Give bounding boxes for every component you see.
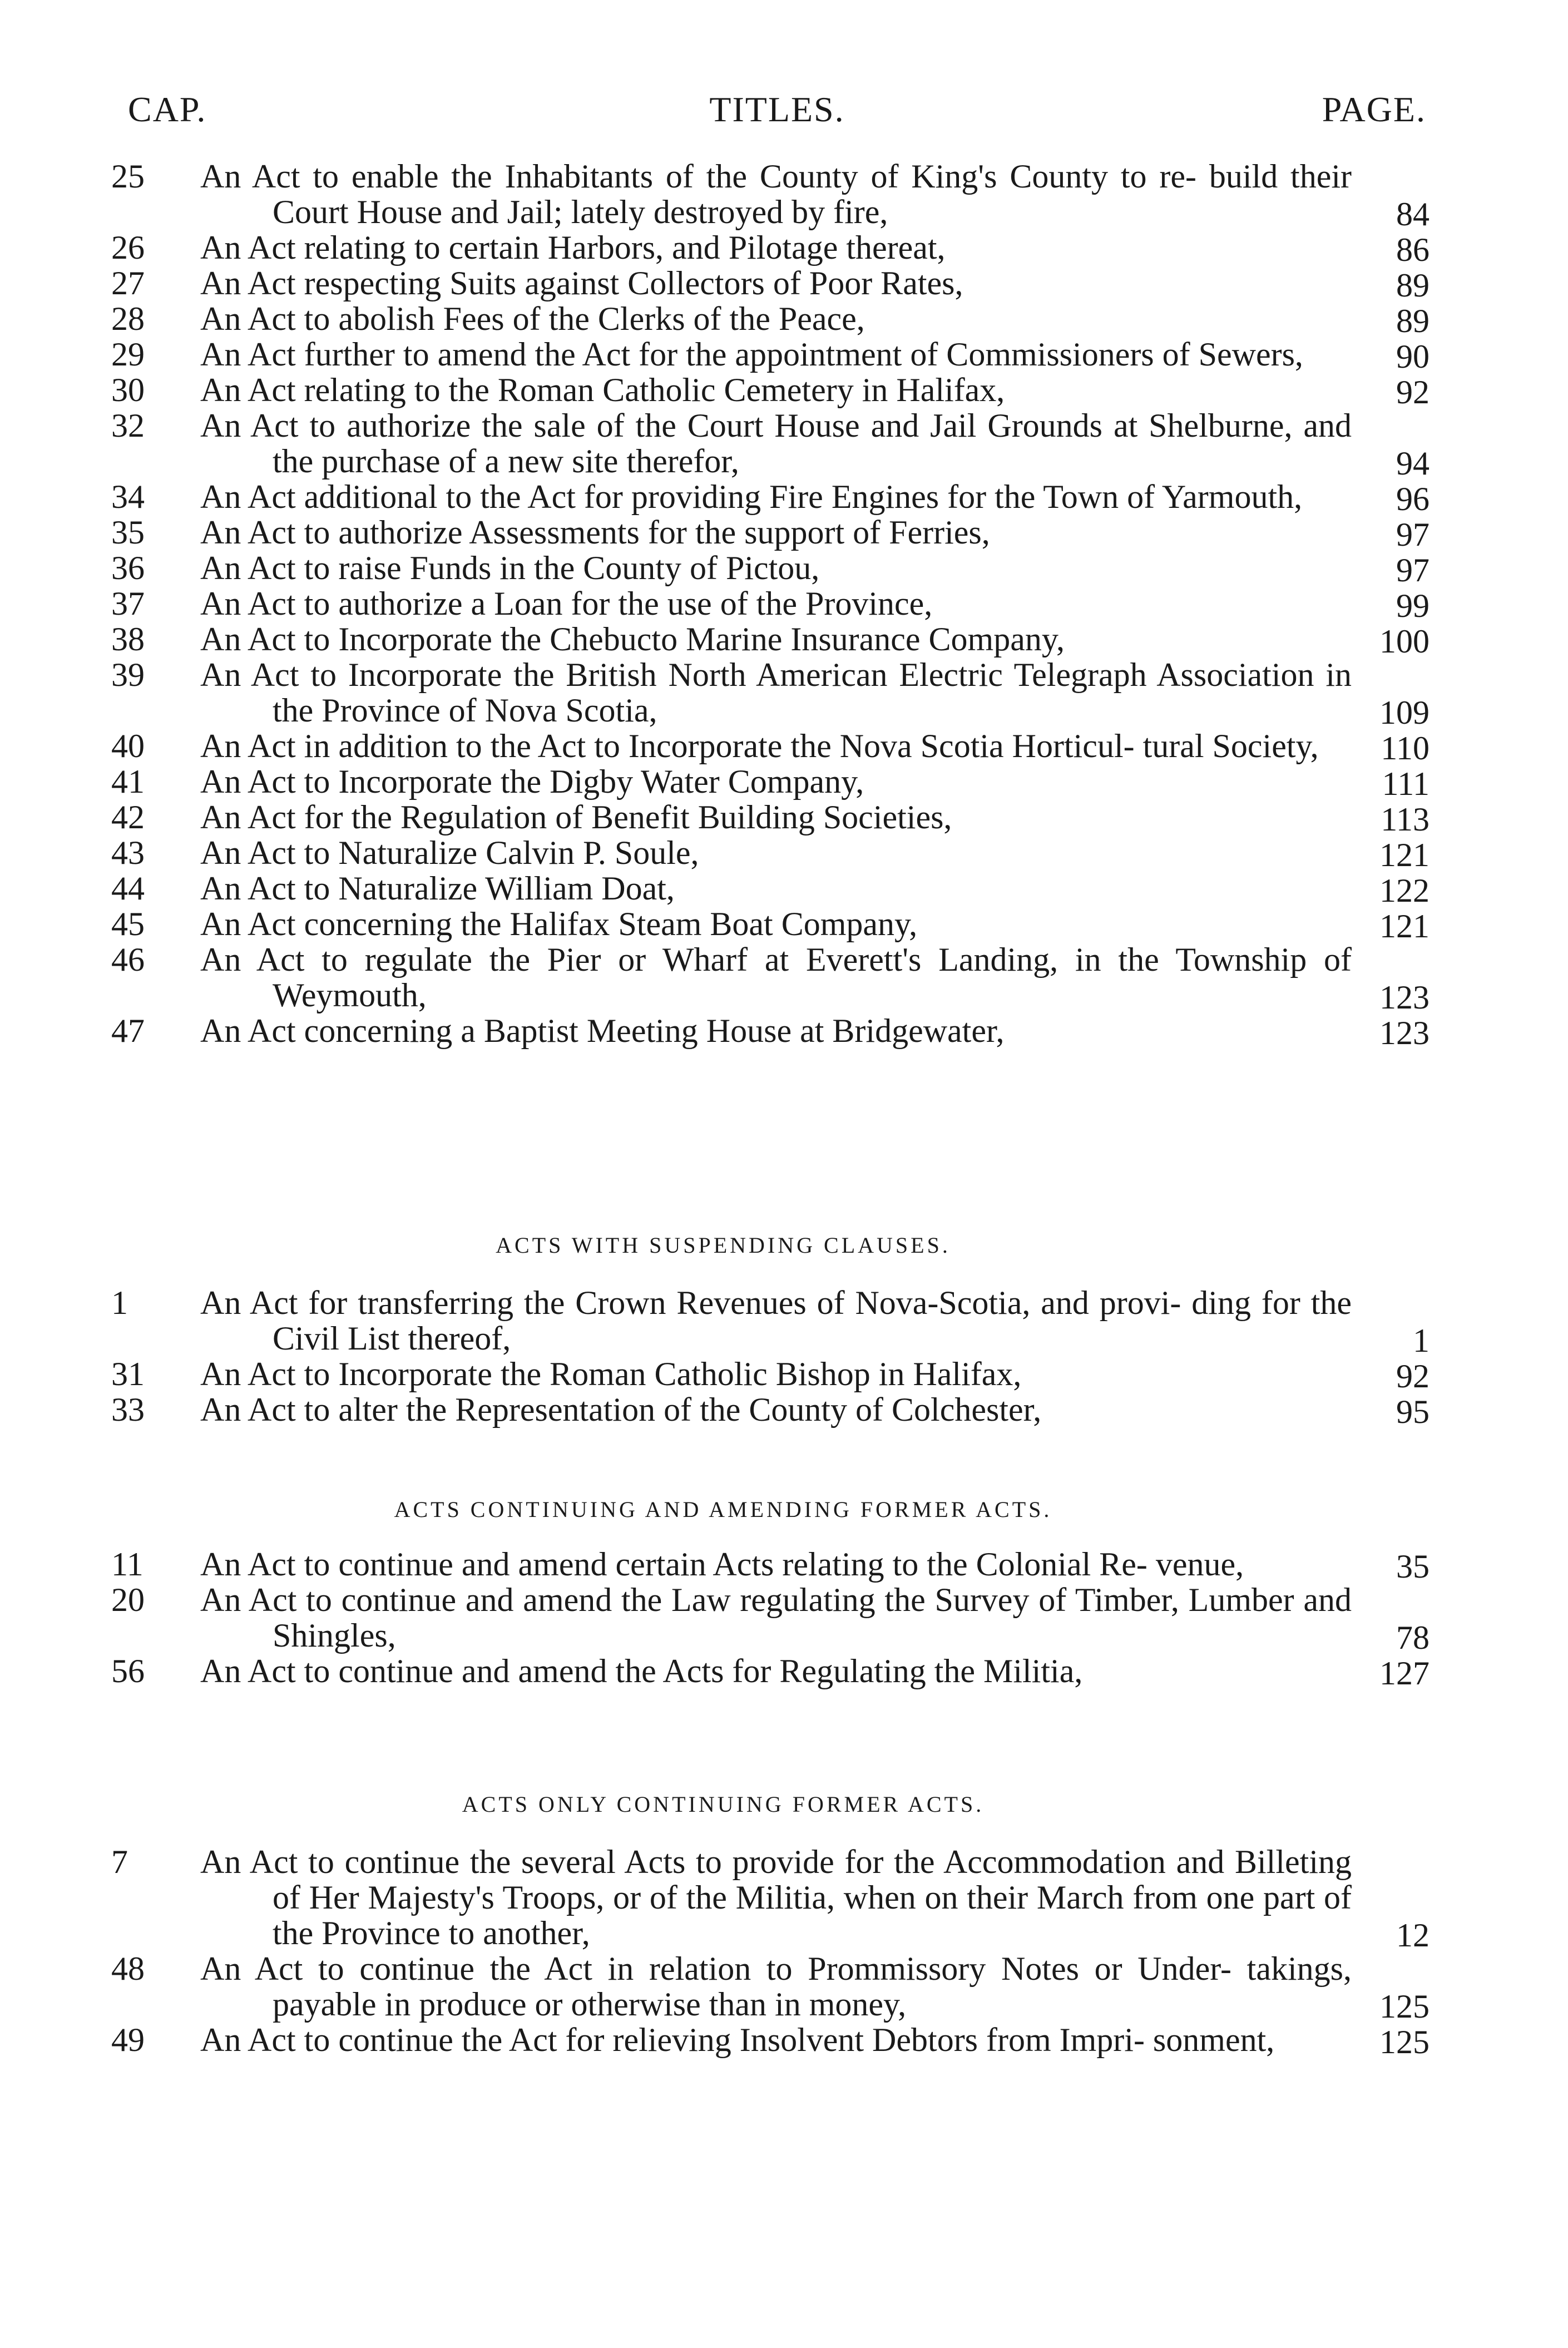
act-title: An Act relating to certain Harbors, and Pilotage thereat,	[200, 229, 946, 266]
act-title: An Act to Incorporate the Roman Catholic Bishop in Halifax,	[200, 1356, 1022, 1392]
chapter-number: 26	[111, 229, 145, 266]
section-title-suspending-clauses: ACTS WITH SUSPENDING CLAUSES.	[496, 1233, 951, 1258]
toc-entry	[111, 372, 1441, 411]
toc-entry	[111, 728, 1441, 767]
act-title: An Act additional to the Act for providing Fire Engines for the Town of Yarmouth,	[200, 478, 1303, 515]
section-title-only-continuing: ACTS ONLY CONTINUING FORMER ACTS.	[462, 1792, 985, 1817]
act-title: An Act to authorize the sale of the Court House and Jail Grounds at Shelburne, and the purchase of a new site therefor,	[200, 407, 1352, 480]
toc-entry	[111, 1843, 1441, 1954]
act-title: An Act for the Regulation of Benefit Building Societies,	[200, 799, 952, 836]
act-title: An Act to continue and amend the Law regulating the Survey of Timber, Lumber and Shingles,	[200, 1581, 1352, 1654]
act-title: An Act for transferring the Crown Revenues of Nova-Scotia, and provi- ding for the Civil List thereof,	[200, 1284, 1352, 1357]
toc-entry	[111, 1391, 1441, 1430]
chapter-number: 7	[111, 1843, 128, 1880]
act-title: An Act to Incorporate the Digby Water Company,	[200, 763, 864, 800]
chapter-number: 20	[111, 1581, 145, 1618]
page-number: 109	[1379, 694, 1429, 731]
page-number: 125	[1379, 2024, 1429, 2060]
page-number: 89	[1396, 303, 1429, 339]
act-title: An Act to Incorporate the Chebucto Marine Insurance Company,	[200, 621, 1065, 658]
page-number: 86	[1396, 231, 1429, 268]
page-number: 95	[1396, 1393, 1429, 1430]
page-number: 121	[1379, 908, 1429, 945]
toc-entry	[111, 656, 1441, 731]
act-title: An Act to continue the Act in relation to Prommissory Notes or Under- takings, payable in produce or otherwise than in money,	[200, 1950, 1352, 2023]
chapter-number: 39	[111, 656, 145, 693]
page-number: 97	[1396, 516, 1429, 553]
act-title: An Act respecting Suits against Collectors of Poor Rates,	[200, 265, 963, 301]
page-number: 100	[1379, 623, 1429, 660]
page-number: 127	[1379, 1655, 1429, 1692]
chapter-number: 30	[111, 372, 145, 408]
toc-entry	[111, 229, 1441, 268]
page-number: 113	[1381, 801, 1429, 838]
page-number: 125	[1379, 1988, 1429, 2025]
act-title: An Act concerning a Baptist Meeting House at Bridgewater,	[200, 1012, 1005, 1049]
chapter-number: 43	[111, 834, 145, 871]
toc-entry	[111, 479, 1441, 515]
chapter-number: 25	[111, 158, 145, 195]
toc-entry	[111, 870, 1441, 909]
page-number: 92	[1396, 374, 1429, 411]
act-title: An Act to Naturalize William Doat,	[200, 870, 675, 907]
page-number: 35	[1396, 1548, 1429, 1585]
page-number: 96	[1396, 481, 1429, 517]
chapter-number: 28	[111, 300, 145, 337]
toc-entry	[111, 906, 1441, 945]
chapter-number: 34	[111, 478, 145, 515]
chapter-number: 1	[111, 1284, 128, 1321]
page-number: 99	[1396, 587, 1429, 624]
toc-entry	[111, 550, 1441, 589]
toc-entry	[111, 265, 1441, 304]
toc-entry	[111, 763, 1441, 802]
page-number: 90	[1396, 338, 1429, 375]
page-number: 121	[1379, 837, 1429, 873]
main-acts-list	[111, 159, 1441, 1049]
act-title: An Act concerning the Halifax Steam Boat Company,	[200, 906, 918, 942]
chapter-number: 48	[111, 1950, 145, 1987]
column-headers	[128, 89, 1426, 145]
page-number: 12	[1396, 1917, 1429, 1954]
chapter-number: 35	[111, 514, 145, 551]
act-title: An Act in addition to the Act to Incorporate the Nova Scotia Horticul- tural Society,	[200, 728, 1319, 764]
act-title: An Act to alter the Representation of the County of Colchester,	[200, 1391, 1042, 1428]
cap-column-header: CAP.	[128, 90, 207, 129]
toc-entry	[111, 407, 1441, 482]
chapter-number: 37	[111, 585, 145, 622]
chapter-number: 36	[111, 550, 145, 586]
toc-entry	[111, 301, 1441, 337]
chapter-number: 11	[111, 1546, 144, 1583]
chapter-number: 27	[111, 265, 145, 301]
page-number: 123	[1379, 1015, 1429, 1051]
suspending-clauses-list	[111, 1284, 1441, 1430]
toc-entry	[111, 1546, 1441, 1585]
toc-entry	[111, 799, 1441, 838]
act-title: An Act to regulate the Pier or Wharf at Everett's Landing, in the Township of Weymouth,	[200, 941, 1352, 1014]
toc-entry	[111, 941, 1441, 1016]
chapter-number: 45	[111, 906, 145, 942]
act-title: An Act to continue the Act for relieving Insolvent Debtors from Impri- sonment,	[200, 2021, 1275, 2058]
chapter-number: 33	[111, 1391, 145, 1428]
chapter-number: 44	[111, 870, 145, 907]
act-title: An Act to abolish Fees of the Clerks of the Peace,	[200, 300, 865, 337]
chapter-number: 46	[111, 941, 145, 978]
continuing-amending-list	[111, 1546, 1441, 1692]
toc-entry	[111, 1653, 1441, 1692]
act-title: An Act to authorize Assessments for the support of Ferries,	[200, 514, 990, 551]
page-number: 89	[1396, 267, 1429, 304]
page-number: 111	[1382, 765, 1429, 802]
chapter-number: 41	[111, 763, 145, 800]
toc-entry	[111, 336, 1441, 375]
act-title: An Act to enable the Inhabitants of the County of King's County to re- build their Court House and Jail; lately destroyed by fire,	[200, 158, 1352, 230]
chapter-number: 56	[111, 1653, 145, 1689]
chapter-number: 29	[111, 336, 145, 373]
toc-entry	[111, 585, 1441, 624]
chapter-number: 32	[111, 407, 145, 444]
chapter-number: 38	[111, 621, 145, 658]
chapter-number: 42	[111, 799, 145, 836]
chapter-number: 31	[111, 1356, 145, 1392]
section-title-continuing-amending: ACTS CONTINUING AND AMENDING FORMER ACTS.	[394, 1497, 1052, 1522]
toc-entry	[111, 2022, 1441, 2058]
act-title: An Act further to amend the Act for the appointment of Commissioners of Sewers,	[200, 336, 1303, 373]
page-number: 1	[1413, 1322, 1429, 1359]
act-title: An Act relating to the Roman Catholic Cemetery in Halifax,	[200, 372, 1005, 408]
act-title: An Act to Incorporate the British North American Electric Telegraph Association in the Province of Nova Scotia,	[200, 656, 1352, 729]
act-title: An Act to continue the several Acts to provide for the Accommodation and Billeting of Her Majesty's Troops, or of the Militia, when on their March from one part of the Province to another,	[200, 1843, 1352, 1951]
toc-entry	[111, 1284, 1441, 1359]
page-column-header: PAGE.	[1322, 90, 1426, 129]
toc-entry	[111, 1013, 1441, 1049]
page-number: 78	[1396, 1619, 1429, 1656]
toc-entry	[111, 514, 1441, 553]
chapter-number: 49	[111, 2021, 145, 2058]
toc-entry	[111, 158, 1441, 233]
act-title: An Act to raise Funds in the County of Pictou,	[200, 550, 820, 586]
act-title: An Act to continue and amend certain Acts relating to the Colonial Re- venue,	[200, 1546, 1244, 1583]
page-number: 94	[1396, 445, 1429, 482]
page-number: 97	[1396, 552, 1429, 589]
act-title: An Act to authorize a Loan for the use of the Province,	[200, 585, 933, 622]
page-number: 84	[1396, 196, 1429, 233]
toc-entry	[111, 1581, 1441, 1656]
page-number: 92	[1396, 1358, 1429, 1395]
chapter-number: 47	[111, 1012, 145, 1049]
act-title: An Act to Naturalize Calvin P. Soule,	[200, 834, 699, 871]
chapter-number: 40	[111, 728, 145, 764]
toc-entry	[111, 1950, 1441, 2025]
page-number: 123	[1379, 979, 1429, 1016]
only-continuing-list	[111, 1844, 1441, 2058]
toc-entry	[111, 835, 1441, 871]
page-number: 110	[1381, 730, 1429, 767]
titles-column-header: TITLES.	[709, 90, 845, 129]
act-title: An Act to continue and amend the Acts for Regulating the Militia,	[200, 1653, 1083, 1689]
toc-entry	[111, 1356, 1441, 1395]
page-number: 122	[1379, 872, 1429, 909]
toc-entry	[111, 621, 1441, 660]
